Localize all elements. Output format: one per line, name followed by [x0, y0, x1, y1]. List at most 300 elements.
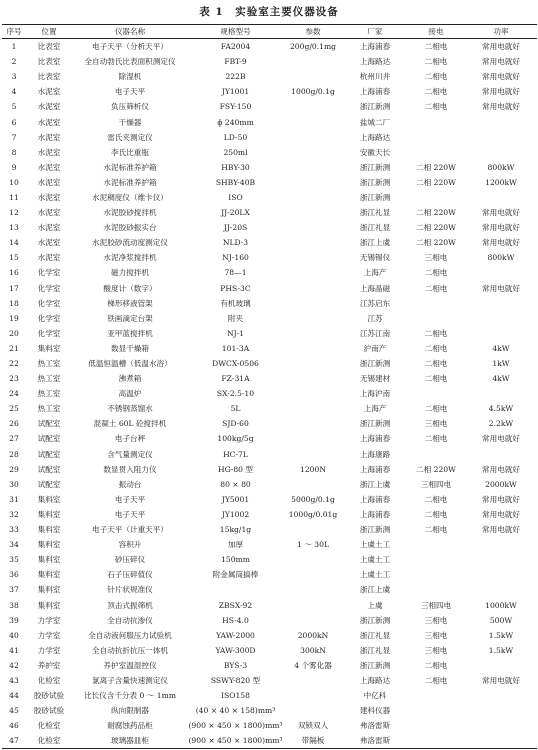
cell-name: 顶击式振筛机	[107, 600, 153, 610]
cell-param	[283, 160, 343, 175]
cell-power: 常用电就好	[482, 434, 520, 444]
cell-power-connection: 三相电	[424, 253, 448, 263]
cell-location: 养护室	[37, 660, 61, 670]
cell-no: 14	[9, 238, 19, 248]
cell-location: 集料室	[37, 343, 61, 353]
cell-no: 19	[9, 313, 19, 323]
cell-power-connection: 二相电	[424, 675, 448, 685]
header-no: 序号	[2, 25, 26, 39]
cell-no: 41	[9, 645, 19, 655]
cell-no: 45	[9, 706, 19, 716]
cell-location: 化检室	[37, 721, 61, 731]
cell-power	[465, 567, 537, 582]
cell-model: ZBSX-92	[218, 600, 253, 610]
cell-name: 玻璃器皿柜	[72, 733, 188, 749]
cell-no: 36	[9, 570, 19, 580]
cell-no: 3	[11, 72, 17, 82]
cell-manufacturer: 安徽天长	[359, 147, 391, 157]
cell-power: 常用电就好	[482, 464, 520, 474]
cell-power	[465, 311, 537, 326]
header-location: 位置	[26, 25, 72, 39]
cell-power: 常用电就好	[482, 675, 520, 685]
cell-name: 电子天平	[114, 509, 146, 519]
cell-no: 29	[9, 464, 19, 474]
cell-manufacturer: 弗洛雷斯	[359, 721, 391, 731]
cell-power	[465, 703, 537, 718]
cell-location: 集料室	[37, 494, 61, 504]
cell-location: 力学室	[37, 630, 61, 640]
cell-location: 热工室	[37, 359, 61, 369]
cell-manufacturer: 沪南产	[363, 343, 387, 353]
cell-power: 4.5kW	[488, 404, 514, 414]
cell-param	[283, 477, 343, 492]
cell-manufacturer: 浙江新测	[359, 162, 391, 172]
cell-power	[465, 326, 537, 341]
cell-power-connection: 二相电	[424, 268, 448, 278]
cell-param: 1200N	[300, 464, 326, 474]
cell-power-connection	[407, 552, 465, 567]
cell-name: 数显贯入阻力仪	[103, 464, 157, 474]
cell-location: 化学室	[37, 268, 61, 278]
cell-param	[283, 597, 343, 612]
cell-no: 39	[9, 615, 19, 625]
cell-power	[465, 145, 537, 160]
cell-power-connection: 二相电	[424, 404, 448, 414]
cell-power: 常用电就好	[482, 42, 520, 52]
cell-power-connection	[407, 733, 465, 749]
cell-power-connection: 二相电	[424, 42, 448, 52]
cell-location: 水泥室	[37, 87, 61, 97]
cell-manufacturer: 浙江礼显	[359, 223, 391, 233]
cell-model: 250ml	[223, 147, 248, 157]
cell-location: 热工室	[37, 374, 61, 384]
cell-location: 水泥室	[37, 147, 61, 157]
cell-power-connection: 二相 220W	[416, 464, 456, 474]
cell-power-connection	[407, 537, 465, 552]
cell-power-connection	[407, 567, 465, 582]
cell-model: 加厚	[227, 540, 244, 550]
cell-param	[283, 703, 343, 718]
cell-name: 不锈钢蒸馏水	[107, 404, 153, 414]
cell-model: ISO158	[221, 691, 250, 701]
cell-name: 电子天平	[114, 494, 146, 504]
cell-model: YAW-2000	[216, 630, 255, 640]
cell-param	[283, 341, 343, 356]
cell-model: DWCX-0506	[212, 359, 259, 369]
cell-power	[465, 114, 537, 129]
cell-manufacturer: 上海路达	[359, 675, 391, 685]
table-row	[2, 69, 537, 84]
cell-param: 带隔板	[283, 733, 343, 749]
cell-location: 水泥室	[37, 192, 61, 202]
cell-location: 水泥室	[37, 253, 61, 263]
cell-no: 17	[9, 283, 19, 293]
cell-param	[283, 114, 343, 129]
cell-no: 25	[9, 404, 19, 414]
header-power-connection: 接电	[407, 25, 465, 39]
cell-manufacturer: 上海沪南	[359, 389, 391, 399]
cell-name: 沸煮箱	[118, 374, 142, 384]
table-row	[2, 643, 537, 658]
cell-model: BYS-3	[223, 660, 248, 670]
cell-no: 7	[11, 132, 17, 142]
cell-location: 试配室	[37, 419, 61, 429]
cell-power: 常用电就好	[482, 102, 520, 112]
cell-power-connection	[407, 582, 465, 597]
cell-model: JJ-20LX	[221, 208, 250, 218]
cell-location: 集料室	[37, 540, 61, 550]
cell-param	[283, 613, 343, 628]
cell-manufacturer: 浙江礼显	[359, 208, 391, 218]
cell-location: 集料室	[37, 600, 61, 610]
cell-no: 2	[11, 57, 17, 67]
cell-no: 8	[11, 147, 17, 157]
cell-location: 胶砂试验	[33, 691, 65, 701]
cell-name: 全自动勃氏比表面积测定仪	[84, 57, 176, 67]
cell-no: 22	[9, 359, 19, 369]
cell-location: 化学室	[37, 298, 61, 308]
table-row	[2, 145, 537, 160]
cell-location: 试配室	[37, 434, 61, 444]
cell-power: 1kW	[492, 359, 510, 369]
table-row	[2, 220, 537, 235]
cell-no: 28	[9, 449, 19, 459]
cell-power-connection: 二相电	[424, 494, 448, 504]
cell-location: 比表室	[37, 72, 61, 82]
cell-power-connection	[407, 688, 465, 703]
header-manufacturer: 厂家	[343, 25, 407, 39]
cell-name: 负压筛析仪	[111, 102, 149, 112]
cell-location: 化学室	[37, 283, 61, 293]
cell-location: 力学室	[37, 615, 61, 625]
cell-location: 试配室	[37, 479, 61, 489]
cell-model: FZ-31A	[221, 374, 250, 384]
table-row	[2, 401, 537, 416]
cell-power: 2000kW	[485, 479, 517, 489]
cell-no: 47	[2, 733, 26, 749]
cell-model: SJD-60	[222, 419, 249, 429]
table-row	[2, 492, 537, 507]
cell-name: 水泥胶砂流动度测定仪	[92, 238, 168, 248]
cell-name: 全自动抗渗仪	[107, 615, 153, 625]
cell-power-connection: 三相四电	[420, 479, 452, 489]
cell-name: 容积升	[118, 540, 142, 550]
cell-name: 电子天平	[114, 87, 146, 97]
cell-name: 水泥标准养护箱	[103, 162, 157, 172]
cell-power	[465, 733, 537, 749]
equipment-table	[2, 24, 537, 749]
cell-param	[283, 296, 343, 311]
cell-power	[465, 582, 537, 597]
cell-power-connection: 二相电	[424, 87, 448, 97]
cell-power-connection: 二相电	[424, 509, 448, 519]
cell-model: HC-7L	[223, 449, 248, 459]
cell-name: 比长仪含千分表 0 ～ 1mm	[83, 691, 177, 701]
cell-power: 800kW	[487, 253, 515, 263]
cell-no: 34	[9, 540, 19, 550]
table-row	[2, 281, 537, 296]
cell-manufacturer: 浙江新测	[359, 419, 391, 429]
cell-manufacturer: 弗洛雷斯	[343, 733, 407, 749]
cell-location: 集料室	[37, 525, 61, 535]
cell-manufacturer: 上海产	[363, 268, 387, 278]
cell-param	[283, 145, 343, 160]
cell-param	[283, 567, 343, 582]
cell-name: 亚甲蓝搅拌机	[107, 328, 153, 338]
cell-location: 水泥室	[37, 208, 61, 218]
cell-power-connection	[407, 447, 465, 462]
cell-name: 水泥净浆搅拌机	[103, 253, 157, 263]
table-row	[2, 431, 537, 446]
cell-power-connection	[407, 114, 465, 129]
cell-power	[465, 296, 537, 311]
table-row	[2, 688, 537, 703]
cell-model: JY1001	[221, 87, 250, 97]
cell-model: 100kg/5g	[217, 434, 254, 444]
cell-power: 2.2kW	[488, 419, 514, 429]
cell-power: 1200kW	[485, 177, 517, 187]
cell-param	[283, 311, 343, 326]
cell-manufacturer: 上虞土工	[359, 555, 391, 565]
cell-name: 干燥器	[118, 117, 142, 127]
cell-power-connection: 二相 220W	[416, 238, 456, 248]
table-row	[2, 597, 537, 612]
table-row	[2, 114, 537, 129]
cell-location: 热工室	[37, 404, 61, 414]
cell-param	[283, 175, 343, 190]
cell-manufacturer: 浙江上虞	[359, 585, 391, 595]
cell-location: 集料室	[37, 570, 61, 580]
cell-model: ISO	[228, 192, 243, 202]
cell-param	[283, 190, 343, 205]
table-row	[2, 130, 537, 145]
cell-power-connection: 二相电	[424, 328, 448, 338]
cell-param: 5000g/0.1g	[291, 494, 335, 504]
cell-name: 砂压碎仪	[114, 555, 146, 565]
cell-name: 水泥胶砂搅拌机	[103, 208, 157, 218]
cell-power	[465, 552, 537, 567]
cell-manufacturer: 上海浦春	[359, 494, 391, 504]
cell-name: 纵向限制器	[111, 706, 149, 716]
cell-param	[283, 416, 343, 431]
cell-no: 42	[9, 660, 19, 670]
cell-model: LD-50	[223, 132, 248, 142]
cell-power: 常用电就好	[482, 509, 520, 519]
cell-model: (900 × 450 × 1800)mm³	[188, 721, 283, 731]
cell-location: 集料室	[37, 555, 61, 565]
cell-location: 水泥室	[37, 117, 61, 127]
cell-model: 附金属筒搞棒	[212, 570, 259, 580]
table-row	[2, 718, 537, 733]
cell-power	[465, 537, 537, 552]
cell-manufacturer: 浙江礼显	[359, 630, 391, 640]
table-row	[2, 703, 537, 718]
cell-location: 试配室	[37, 464, 61, 474]
cell-manufacturer: 浙江上虞	[359, 479, 391, 489]
cell-param	[283, 522, 343, 537]
cell-model: JY5001	[221, 494, 250, 504]
cell-model: YAW-300D	[215, 645, 256, 655]
cell-name: 数显干燥箱	[111, 343, 149, 353]
cell-name: 水泥胶砂振实台	[103, 223, 157, 233]
cell-power: 常用电就好	[482, 238, 520, 248]
cell-model: 附夹	[227, 313, 244, 323]
cell-power-connection: 二相电	[424, 434, 448, 444]
cell-location: 热工室	[37, 389, 61, 399]
table-row	[2, 341, 537, 356]
cell-name: 高温炉	[118, 389, 142, 399]
cell-manufacturer: 浙江新测	[359, 192, 391, 202]
cell-model: PHS-3C	[220, 283, 251, 293]
cell-name: 酸度计（数字）	[103, 283, 157, 293]
cell-manufacturer: 中亿科	[363, 691, 387, 701]
header-power: 功率	[465, 25, 537, 39]
cell-power-connection: 二相电	[424, 359, 448, 369]
cell-name: 电子天平（计重天平）	[92, 525, 168, 535]
table-row	[2, 567, 537, 582]
cell-location: 集料室	[37, 509, 61, 519]
cell-no: 20	[9, 328, 19, 338]
cell-power-connection: 二相 220W	[416, 177, 456, 187]
cell-model: (900 × 450 × 1800)mm³	[188, 733, 283, 749]
table-row	[2, 99, 537, 114]
cell-no: 38	[9, 600, 19, 610]
table-row	[2, 537, 537, 552]
cell-location: 集料室	[37, 585, 61, 595]
cell-manufacturer: 江苏	[367, 313, 383, 323]
cell-manufacturer: 上海康路	[359, 449, 391, 459]
cell-power: 常用电就好	[482, 494, 520, 504]
cell-manufacturer: 上海路达	[359, 132, 391, 142]
cell-name: 养护室温湿控仪	[103, 660, 157, 670]
cell-no: 4	[11, 87, 17, 97]
table-row	[2, 447, 537, 462]
cell-manufacturer: 浙江新测	[359, 525, 391, 535]
table-row	[2, 477, 537, 492]
cell-param	[283, 401, 343, 416]
cell-manufacturer: 上海浦春	[359, 464, 391, 474]
cell-name: 水泥稠度仪（维卡仪）	[92, 192, 168, 202]
table-row	[2, 160, 537, 175]
table-row	[2, 733, 537, 749]
cell-power	[465, 190, 537, 205]
cell-power: 常用电就好	[482, 57, 520, 67]
cell-model: HBY-30	[221, 162, 250, 172]
cell-power	[465, 386, 537, 401]
cell-manufacturer: 上海浦春	[359, 87, 391, 97]
cell-location: 化学室	[37, 313, 61, 323]
cell-power-connection: 三相电	[424, 630, 448, 640]
cell-param	[283, 235, 343, 250]
table-row	[2, 326, 537, 341]
cell-no: 16	[9, 268, 19, 278]
cell-model: 101-3A	[221, 343, 250, 353]
cell-power-connection: 二相 220W	[416, 162, 456, 172]
cell-no: 21	[9, 343, 19, 353]
table-row	[2, 552, 537, 567]
cell-no: 33	[9, 525, 19, 535]
cell-no: 6	[11, 117, 17, 127]
cell-name: 磁力搅拌机	[111, 268, 149, 278]
cell-power: 500W	[489, 615, 513, 625]
cell-param	[283, 69, 343, 84]
cell-param	[283, 447, 343, 462]
table-row	[2, 522, 537, 537]
cell-location: 比表室	[37, 42, 61, 52]
cell-model: 222B	[225, 72, 246, 82]
cell-no: 43	[9, 675, 19, 685]
table-row	[2, 190, 537, 205]
cell-no: 12	[9, 208, 19, 218]
cell-power: 常用电就好	[482, 72, 520, 82]
cell-param	[283, 220, 343, 235]
cell-name: 含气量测定仪	[107, 449, 153, 459]
cell-param: 200g/0.1mg	[289, 42, 337, 52]
cell-manufacturer: 上海产	[363, 404, 387, 414]
cell-model: (40 × 40 × 158)mm³	[195, 706, 276, 716]
cell-param	[283, 99, 343, 114]
cell-manufacturer: 浙江上虞	[359, 238, 391, 248]
table-row	[2, 84, 537, 99]
cell-model: JY1002	[221, 509, 250, 519]
cell-param	[283, 552, 343, 567]
table-row	[2, 265, 537, 280]
cell-power: 常用电就好	[482, 525, 520, 535]
cell-param	[283, 688, 343, 703]
cell-param: 2000kN	[297, 630, 329, 640]
cell-manufacturer: 浙江礼显	[359, 645, 391, 655]
cell-param: 4 个雾化器	[294, 660, 332, 670]
cell-model: 80 × 80	[220, 479, 251, 489]
cell-no: 31	[9, 494, 19, 504]
cell-model: NLD-3	[222, 238, 249, 248]
cell-param: 1000g/0.01g	[288, 509, 338, 519]
cell-manufacturer: 浙江新测	[359, 102, 391, 112]
cell-no: 26	[9, 419, 19, 429]
cell-power	[465, 447, 537, 462]
table-row	[2, 311, 537, 326]
table-row	[2, 39, 537, 55]
cell-power-connection: 二相电	[424, 102, 448, 112]
table-row	[2, 175, 537, 190]
cell-manufacturer: 无锡建材	[359, 374, 391, 384]
cell-name: 水泥标准养护箱	[103, 177, 157, 187]
table-row	[2, 462, 537, 477]
cell-manufacturer: 上虞土工	[359, 570, 391, 580]
cell-power-connection	[407, 311, 465, 326]
cell-power-connection: 三相电	[424, 419, 448, 429]
cell-power-connection: 二相电	[424, 57, 448, 67]
cell-model: 150mm	[221, 555, 250, 565]
cell-power-connection	[407, 386, 465, 401]
table-row	[2, 54, 537, 69]
cell-param	[283, 281, 343, 296]
cell-no: 23	[9, 374, 19, 384]
cell-manufacturer: 浙江新测	[359, 660, 391, 670]
cell-name: 氯离子含量快速测定仪	[92, 675, 168, 685]
table-row	[2, 296, 537, 311]
cell-power: 4kW	[492, 374, 510, 384]
cell-model: JJ-20S	[223, 223, 248, 233]
cell-no: 10	[9, 177, 19, 187]
cell-location: 水泥室	[37, 162, 61, 172]
header-param: 参数	[283, 25, 343, 39]
cell-location: 比表室	[37, 57, 61, 67]
cell-param: 300kN	[300, 645, 326, 655]
cell-no: 5	[11, 102, 17, 112]
table-row	[2, 507, 537, 522]
cell-manufacturer: 浙江新测	[359, 177, 391, 187]
